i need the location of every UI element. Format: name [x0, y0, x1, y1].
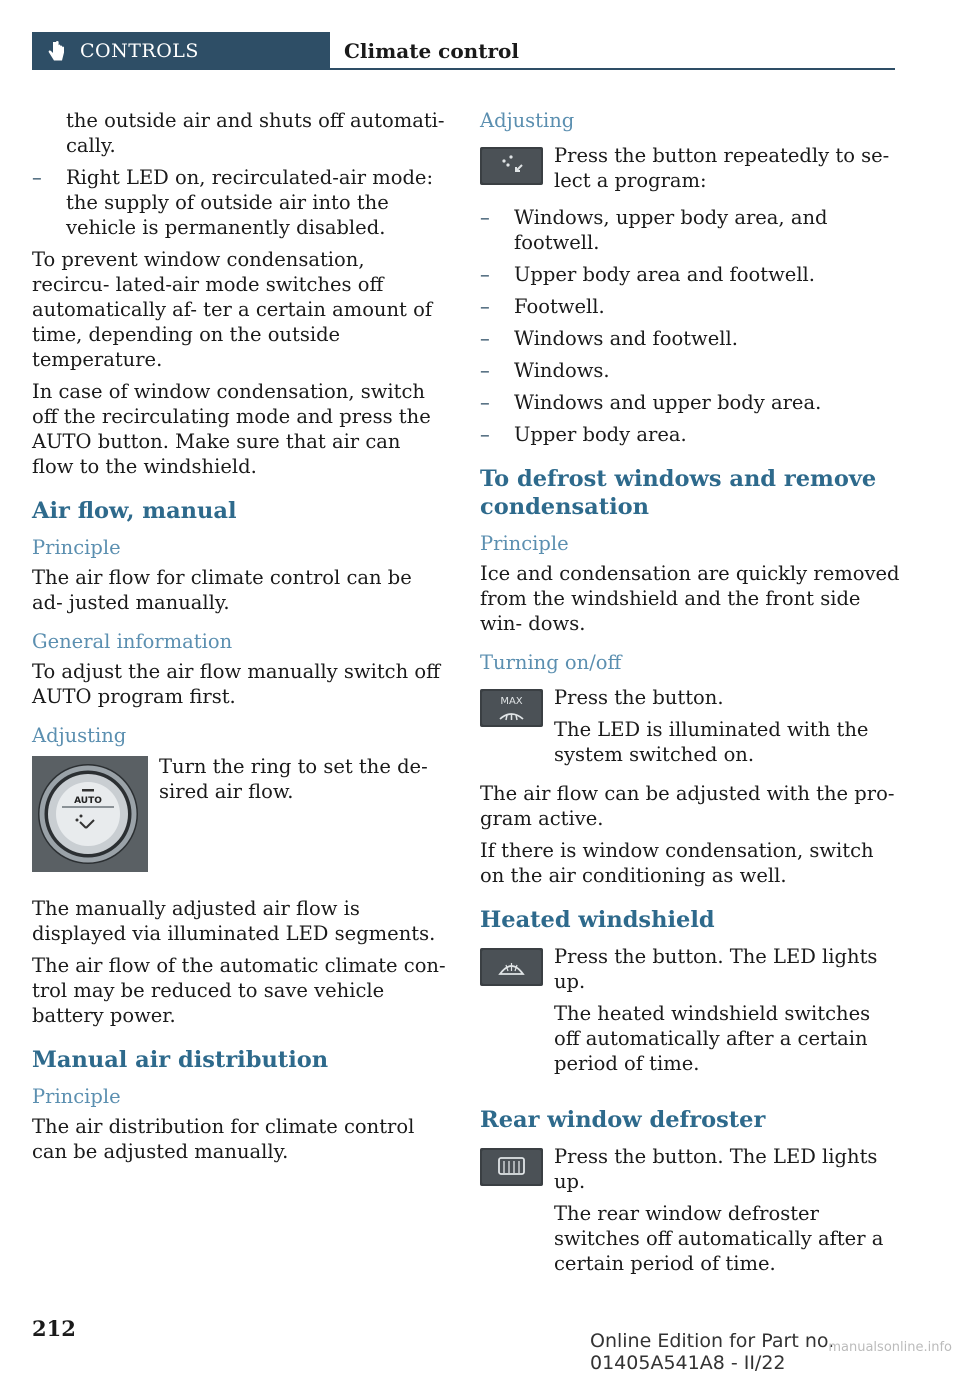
- section-heading-defrost: To defrost windows and remove condensation: [480, 466, 877, 520]
- list-item: – Windows, upper body area, and footwell.: [480, 206, 828, 254]
- max-button-row: [480, 685, 900, 767]
- paragraph: The air flow for climate control can be ad- justed manually.: [32, 566, 412, 614]
- list-item: – Upper body area and footwell.: [480, 263, 815, 286]
- list-item: – Footwell.: [480, 295, 605, 318]
- paragraph: Press the button. The LED lights up.: [554, 945, 878, 993]
- page-number: 212: [32, 1316, 76, 1341]
- airflow-ring-figure: [32, 756, 448, 882]
- right-column: [480, 108, 900, 1283]
- list-item: – Windows and upper body area.: [480, 391, 822, 414]
- left-column: [32, 108, 448, 1171]
- list-item: – Right LED on, recirculated-air mode: the supply of outside air into the vehicle is permanently disabled.: [32, 166, 434, 239]
- paragraph: The air flow can be adjusted with the pro- gram active.: [480, 782, 895, 830]
- header-chapter-bar: [330, 32, 895, 70]
- list-item: – Windows.: [480, 359, 610, 382]
- section-heading-heated: Heated windshield: [480, 907, 715, 933]
- air-distribution-icon: [480, 147, 543, 185]
- header-section-tab: [32, 32, 330, 70]
- paragraph: Press the button.: [554, 686, 724, 709]
- paragraph: the outside air and shuts off automati- cally.: [66, 109, 445, 157]
- distribution-button-row: [480, 143, 900, 193]
- heated-windshield-icon: [480, 948, 543, 986]
- paragraph: In case of window condensation, switch off the recirculating mode and press the AUTO button. Make sure that air can flow to the windshield.: [32, 380, 431, 478]
- subheading: Adjusting: [32, 724, 127, 747]
- rear-defroster-icon: [480, 1148, 543, 1186]
- max-defrost-icon: [480, 689, 543, 727]
- subheading: Principle: [480, 532, 569, 555]
- paragraph: Turn the ring to set the de- sired air flow.: [159, 755, 428, 803]
- paragraph: The LED is illuminated with the system switched on.: [554, 718, 869, 766]
- led-list: [32, 165, 448, 240]
- header-chapter: Climate control: [344, 39, 519, 63]
- program-list: [480, 205, 900, 447]
- subheading: General information: [32, 630, 233, 653]
- section-heading-rear: Rear window defroster: [480, 1107, 766, 1133]
- airflow-ring-icon: [32, 756, 148, 872]
- paragraph: Press the button repeatedly to se- lect a program:: [554, 144, 890, 192]
- paragraph: Ice and condensation are quickly removed from the windshield and the front side win- dows.: [480, 562, 900, 635]
- list-item: – Windows and footwell.: [480, 327, 738, 350]
- section-heading-airflow: Air flow, manual: [32, 498, 237, 524]
- subheading: Adjusting: [480, 109, 575, 132]
- hand-pointer-icon: [46, 40, 66, 64]
- rear-button-row: [480, 1144, 900, 1276]
- paragraph: Press the button. The LED lights up.: [554, 1145, 878, 1193]
- paragraph: The air flow of the automatic climate con- trol may be reduced to save vehicle battery power.: [32, 954, 446, 1027]
- paragraph: The air distribution for climate control can be adjusted manually.: [32, 1115, 415, 1163]
- edition-footer: Online Edition for Part no. 01405A541A8 - II/22: [590, 1330, 835, 1374]
- section-heading-distribution: Manual air distribution: [32, 1047, 329, 1073]
- watermark: manualsonline.info: [828, 1340, 952, 1355]
- header-section: CONTROLS: [80, 40, 199, 62]
- paragraph: The rear window defroster switches off automatically after a certain period of time.: [554, 1202, 884, 1275]
- svg-text:MAX: MAX: [500, 696, 523, 707]
- subheading: Turning on/off: [480, 651, 622, 674]
- paragraph: If there is window condensation, switch on the air conditioning as well.: [480, 839, 874, 887]
- list-item: – Upper body area.: [480, 423, 687, 446]
- svg-text:AUTO: AUTO: [74, 796, 102, 806]
- paragraph: To adjust the air flow manually switch off AUTO program first.: [32, 660, 440, 708]
- paragraph: To prevent window condensation, recircu- lated-air mode switches off automatically af- ter a certain amount of time, depending on the outside temperature.: [32, 248, 433, 371]
- paragraph: The heated windshield switches off automatically after a certain period of time.: [554, 1002, 871, 1075]
- subheading: Principle: [32, 1085, 121, 1108]
- subheading: Principle: [32, 536, 121, 559]
- paragraph: The manually adjusted air flow is displayed via illuminated LED segments.: [32, 897, 436, 945]
- heated-button-row: [480, 944, 900, 1076]
